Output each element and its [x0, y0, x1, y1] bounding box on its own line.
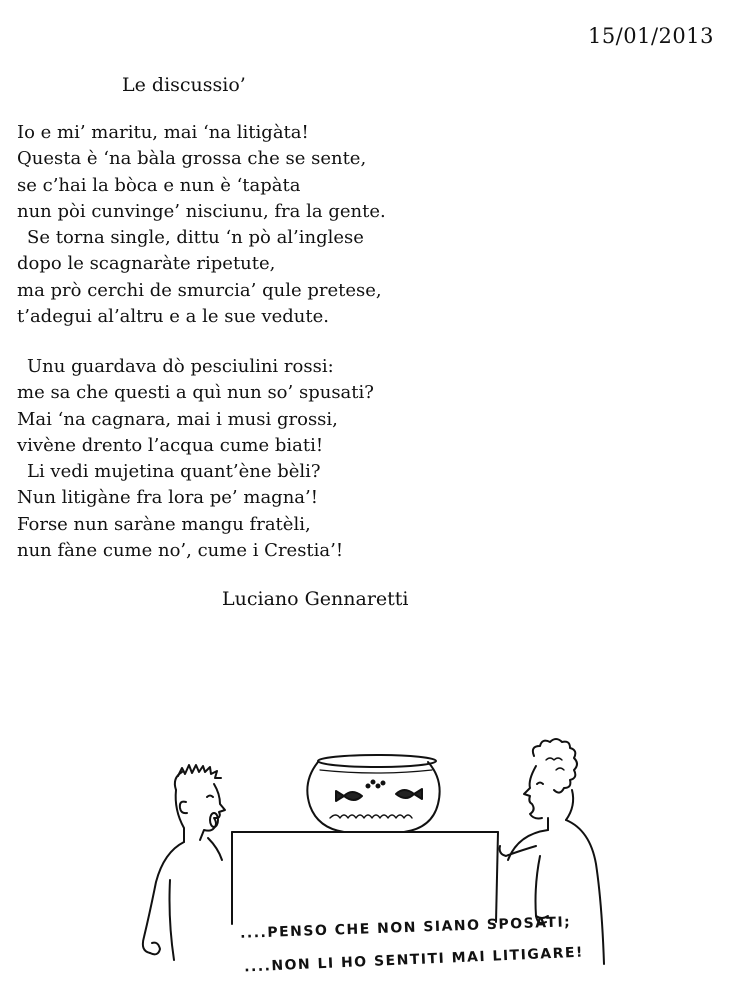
poem-line: Questa è ‘na bàla grossa che se sente, [17, 148, 367, 170]
poem-line: Unu guardava dò pesciulini rossi: [27, 356, 334, 377]
date-text: 15/01/2013 [587, 24, 714, 48]
poem-stanza-2 [17, 354, 374, 564]
cartoon-caption-line-1: ....PENSO CHE NON SIANO SPOSATI; [239, 914, 572, 942]
poem-line: Se torna single, dittu ‘n pò al’inglese [27, 227, 364, 249]
poem-line: Nun litigàne fra lora pe’ magna’! [17, 487, 318, 509]
poem-line: Forse nun saràne mangu fratèli, [17, 513, 311, 535]
poem-author: Luciano Gennaretti [222, 588, 409, 610]
poem-line: dopo le scagnaràte ripetute, [17, 253, 276, 275]
table [232, 832, 498, 924]
fishbowl [307, 755, 439, 832]
poem-line: nun pòi cunvinge’ nisciunu, fra la gente. [17, 200, 386, 222]
man-figure [143, 765, 225, 960]
poem-line: t’adegui al’altru e a le sue vedute. [17, 306, 330, 328]
poem-line: Io e mi’ maritu, mai ‘na litigàta! [17, 122, 309, 143]
poem-line: ma prò cerchi de smurcia’ qule pretese, [17, 279, 382, 301]
poem-line: Mai ‘na cagnara, mai i musi grossi, [17, 408, 338, 430]
cartoon-caption-line-2: ....NON LI HO SENTITI MAI LITIGARE! [243, 944, 585, 976]
poem-line: vivène drento l’acqua cume biati! [17, 434, 324, 456]
poem-stanza-1 [17, 120, 386, 330]
poem-title: Le discussio’ [122, 74, 246, 96]
poem-line: nun fàne cume no’, cume i Crestia’! [17, 540, 344, 562]
poem-line: se c’hai la bòca e nun è ‘tapàta [17, 174, 301, 196]
poem-line: Li vedi mujetina quant’ène bèli? [27, 461, 321, 483]
poem-line: me sa che questi a quì nun so’ spusati? [17, 382, 374, 404]
